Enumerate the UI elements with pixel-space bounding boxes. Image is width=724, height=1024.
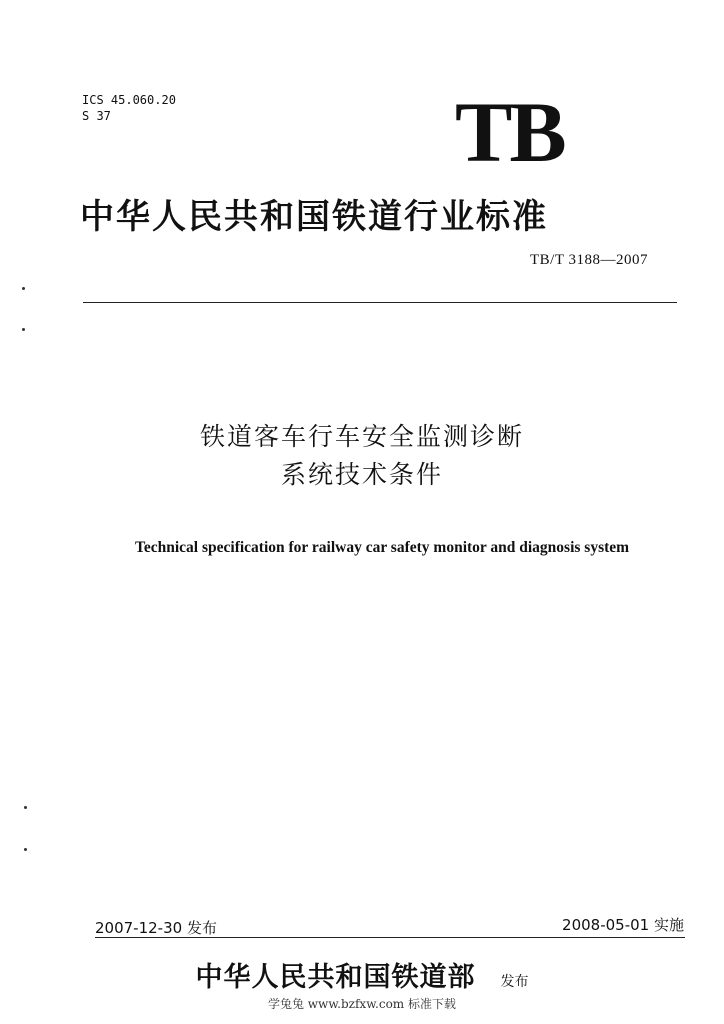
issuer-line [0, 955, 724, 994]
top-divider [83, 302, 677, 303]
ccs-code: S 37 [82, 109, 111, 123]
ics-code: ICS 45.060.20 [82, 93, 176, 107]
issuing-organization: 中华人民共和国铁道部 [195, 962, 476, 993]
standard-title: 中华人民共和国铁道行业标准 [80, 197, 548, 237]
implementation-date: 2008-05-01 实施 [562, 916, 684, 934]
scan-speck [22, 328, 25, 331]
classification-codes [82, 92, 176, 124]
watermark: 学兔兔 www.bzfxw.com 标准下载 [267, 997, 457, 1011]
issue-action: 发布 [500, 974, 529, 990]
scan-speck [22, 287, 25, 290]
standard-number: TB/T 3188—2007 [530, 252, 648, 268]
bottom-divider [95, 937, 685, 938]
document-title-en: Technical specification for railway car safety monitor and diagnosis system [134, 539, 630, 556]
scan-speck [24, 848, 27, 851]
title-line-1: 铁道客车行车安全监测诊断 [199, 422, 524, 451]
scan-speck [24, 806, 27, 809]
tb-logo: TB [455, 84, 564, 180]
title-line-2: 系统技术条件 [280, 460, 443, 489]
issue-date: 2007-12-30 发布 [95, 919, 217, 937]
document-title-cn [0, 418, 724, 494]
